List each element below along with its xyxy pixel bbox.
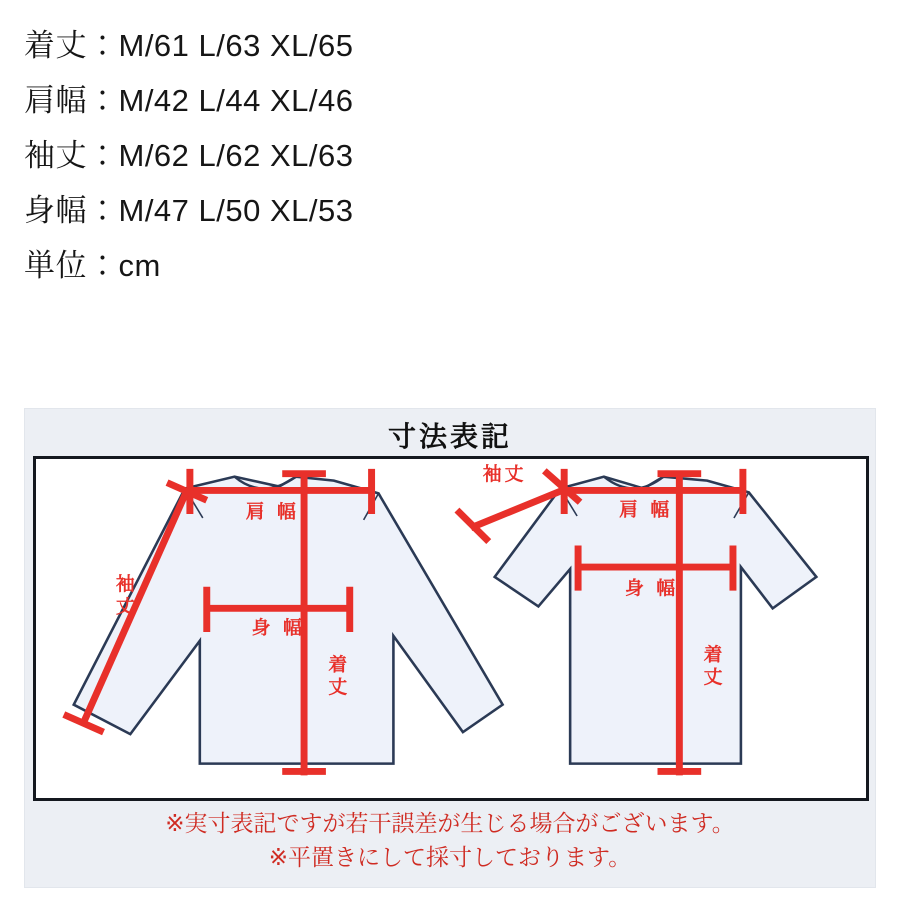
garment-measurement-illustration <box>36 459 866 798</box>
spec-line <box>24 183 664 238</box>
label-chest-right: 身 幅 <box>624 578 679 600</box>
spec-line <box>24 238 664 293</box>
label-length-left: 着丈 <box>325 654 347 700</box>
diagram-frame <box>33 456 869 801</box>
spec-value: M/62 L/62 XL/63 <box>118 138 354 173</box>
spec-label: 単位： <box>24 248 119 283</box>
label-sleeve-left: 袖丈 <box>112 573 134 620</box>
label-chest-left: 身 幅 <box>251 617 305 639</box>
note-line: ※実寸表記ですが若干誤差が生じる場合がございます。 <box>165 811 735 837</box>
label-shoulder-right: 肩 幅 <box>618 500 673 521</box>
spec-label: 着丈： <box>24 28 119 63</box>
measurement-diagram-panel <box>24 408 876 888</box>
spec-line <box>24 73 664 128</box>
spec-line <box>24 18 664 73</box>
spec-line <box>24 128 664 183</box>
note-line: ※平置きにして採寸しております。 <box>268 845 632 871</box>
diagram-title: 寸法表記 <box>387 420 512 453</box>
diagram-notes <box>25 807 875 875</box>
spec-value: cm <box>118 248 161 283</box>
label-sleeve-right: 袖丈 <box>482 464 527 486</box>
spec-value: M/47 L/50 XL/53 <box>118 193 354 228</box>
spec-label: 袖丈： <box>24 138 119 173</box>
label-shoulder-left: 肩 幅 <box>245 502 299 523</box>
size-spec-list <box>24 18 664 293</box>
spec-label: 肩幅： <box>24 83 119 118</box>
spec-label: 身幅： <box>24 193 119 228</box>
spec-value: M/61 L/63 XL/65 <box>118 28 354 63</box>
spec-value: M/42 L/44 XL/46 <box>118 83 354 118</box>
label-length-right: 着丈 <box>700 644 722 690</box>
